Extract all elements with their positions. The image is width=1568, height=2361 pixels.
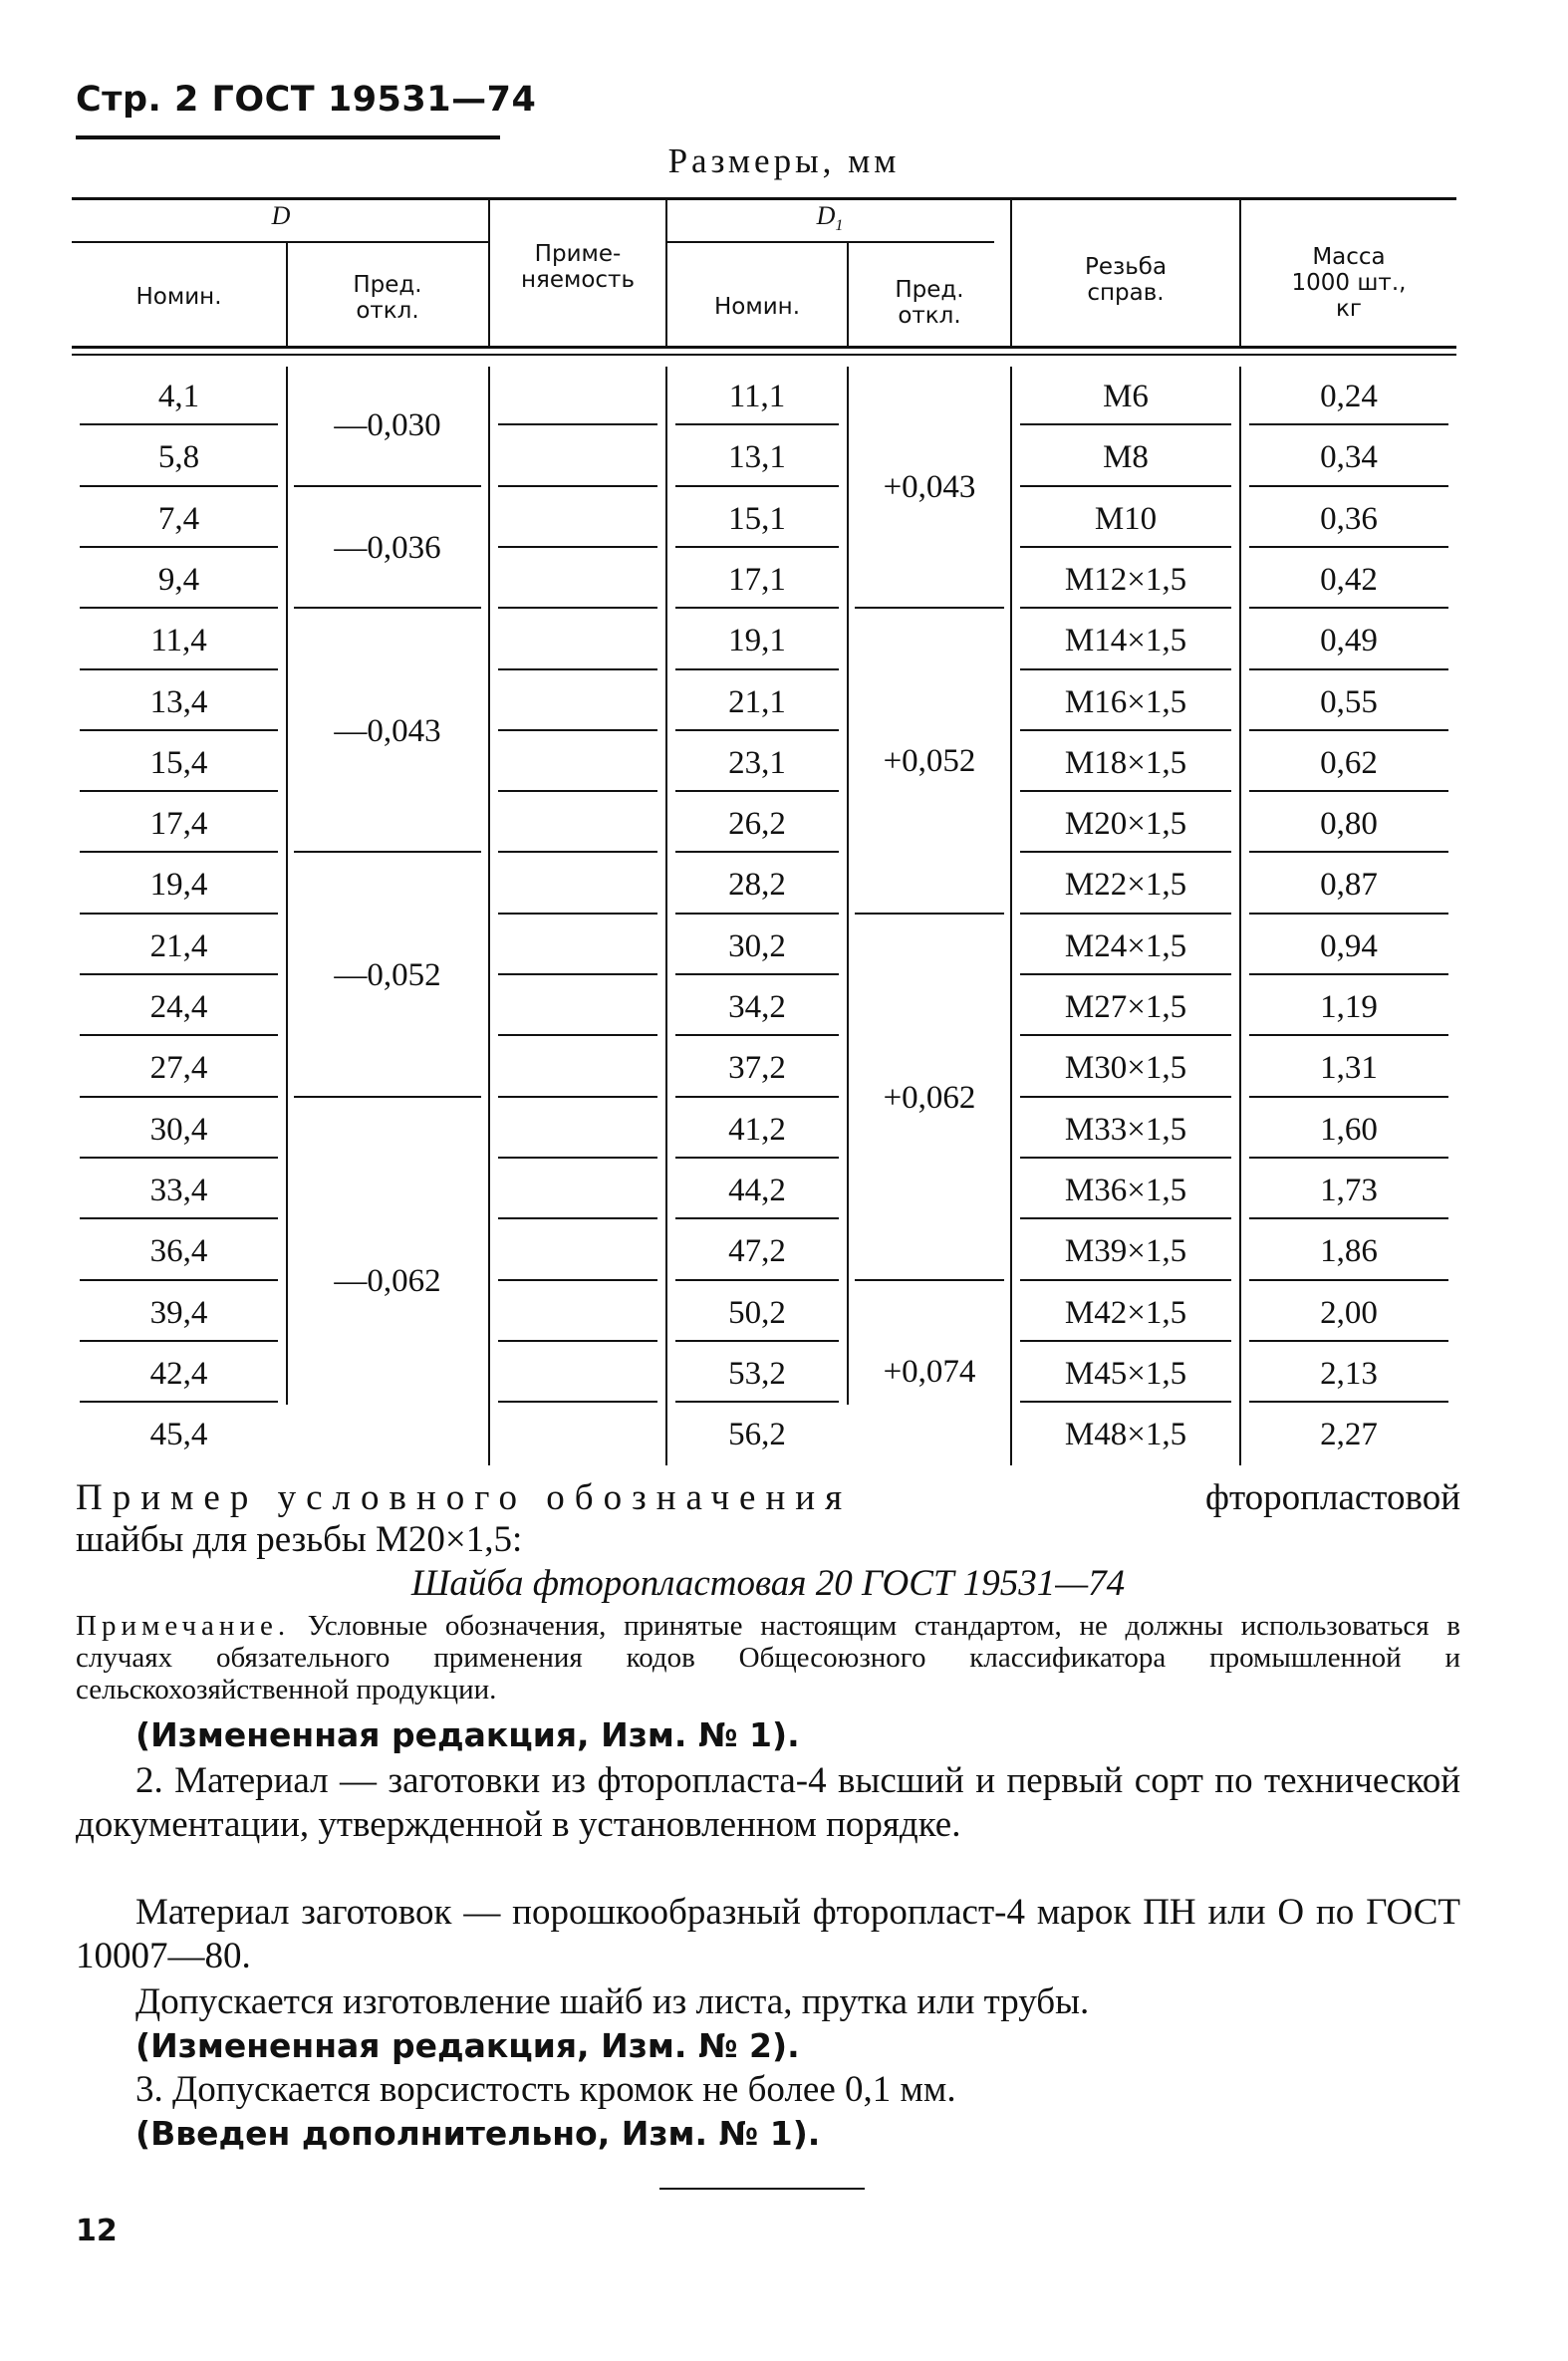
table-cell: 0,62	[1320, 744, 1378, 781]
row-rule	[675, 729, 839, 731]
table-cell: 0,87	[1320, 867, 1378, 904]
table-cell: 23,1	[728, 744, 786, 781]
table-cell: 24,4	[149, 989, 208, 1025]
table-cell: 39,4	[149, 1294, 208, 1331]
row-rule	[675, 851, 839, 853]
table-cell: 30,4	[149, 1111, 208, 1148]
group-rule	[294, 485, 481, 487]
row-rule	[1249, 1401, 1448, 1403]
note	[76, 1610, 1460, 1705]
row-rule	[675, 790, 839, 792]
tolerance-cell: +0,043	[883, 468, 976, 505]
group-rule	[294, 1096, 481, 1098]
tolerance-cell: —0,062	[334, 1262, 441, 1299]
table-caption: Размеры, мм	[667, 141, 901, 180]
header-line: Масса	[1312, 244, 1386, 270]
table-cell: 27,4	[149, 1050, 208, 1087]
table-cell: 2,00	[1320, 1294, 1378, 1331]
row-rule	[80, 913, 278, 915]
header-rezba	[1012, 254, 1239, 306]
table-cell: М39×1,5	[1064, 1233, 1187, 1270]
table-cell: М48×1,5	[1064, 1417, 1187, 1453]
table-cell: 45,4	[149, 1417, 208, 1453]
note-label: Примечание.	[76, 1610, 291, 1642]
row-rule	[1020, 668, 1231, 670]
row-rule	[80, 1034, 278, 1036]
row-rule	[80, 1401, 278, 1403]
table-cell: М33×1,5	[1064, 1111, 1187, 1148]
paragraph-2: 2. Материал — заготовки из фторопласта-4 высший и первый сорт по технической документации, утвержденной в установленном порядке.	[76, 1760, 1460, 1845]
header-d1-base: D	[816, 201, 836, 230]
table-cell: 56,2	[728, 1417, 786, 1453]
paragraph-allowed: Допускается изготовление шайб из листа, прутка или трубы.	[135, 1981, 1090, 2022]
table-cell: 13,1	[728, 439, 786, 476]
row-rule	[1020, 1217, 1231, 1219]
row-rule	[498, 1157, 657, 1159]
header-line: няемость	[520, 267, 636, 293]
table-cell: 0,24	[1320, 379, 1378, 414]
row-rule	[675, 1096, 839, 1098]
table-cell: 19,1	[728, 623, 786, 659]
table-cell: 15,1	[728, 500, 786, 537]
row-rule	[1249, 1096, 1448, 1098]
row-rule	[1249, 1340, 1448, 1342]
header-line: откл.	[898, 303, 961, 329]
header-line: справ.	[1087, 280, 1165, 306]
row-rule	[1249, 913, 1448, 915]
table-cell: М45×1,5	[1064, 1355, 1187, 1392]
row-rule	[498, 1340, 657, 1342]
table-cell: 21,1	[728, 683, 786, 720]
amendment-text: (Введен дополнительно, Изм. № 1).	[135, 2114, 821, 2153]
header-line: Пред.	[353, 272, 422, 298]
header-line: откл.	[356, 298, 419, 324]
row-rule	[80, 546, 278, 548]
tolerance-cell: —0,043	[334, 712, 441, 749]
row-rule	[498, 1096, 657, 1098]
row-rule	[498, 1401, 657, 1403]
header-massa	[1241, 244, 1456, 322]
row-rule	[1249, 546, 1448, 548]
row-rule	[498, 790, 657, 792]
example-line-2: шайбы для резьбы М20×1,5:	[76, 1519, 523, 1560]
header-bottom-rule-2	[72, 354, 1456, 356]
table-cell: 1,86	[1320, 1233, 1378, 1270]
table-cell: 0,94	[1320, 927, 1378, 964]
header-line: Приме-	[534, 241, 622, 267]
row-rule	[498, 607, 657, 609]
row-rule	[1020, 1401, 1231, 1403]
row-rule	[1020, 1157, 1231, 1159]
row-rule	[675, 1034, 839, 1036]
row-rule	[498, 1217, 657, 1219]
table-cell: М16×1,5	[1064, 683, 1187, 720]
table-cell: М30×1,5	[1064, 1050, 1187, 1087]
table-cell: 37,2	[728, 1050, 786, 1087]
header-line: Пред.	[895, 277, 964, 303]
table-cell: 19,4	[149, 867, 208, 904]
row-rule	[1020, 485, 1231, 487]
table-cell: М8	[1103, 439, 1149, 476]
amendment-note-3	[76, 2112, 1460, 2156]
row-rule	[675, 1340, 839, 1342]
paragraph-3: 3. Допускается ворсистость кромок не более 0,1 мм.	[135, 2069, 956, 2110]
group-rule	[855, 913, 1004, 915]
table-cell: 41,2	[728, 1111, 786, 1148]
group-rule	[855, 607, 1004, 609]
row-rule	[675, 913, 839, 915]
row-rule	[80, 851, 278, 853]
row-rule	[498, 1279, 657, 1281]
table-cell: 21,4	[149, 927, 208, 964]
page-number: 12	[76, 2214, 118, 2248]
row-rule	[675, 1401, 839, 1403]
row-rule	[1020, 1279, 1231, 1281]
table-cell: 36,4	[149, 1233, 208, 1270]
tolerance-cell: +0,052	[883, 743, 976, 780]
row-rule	[80, 973, 278, 975]
row-rule	[1020, 607, 1231, 609]
table-cell: 15,4	[149, 744, 208, 781]
row-rule	[1249, 668, 1448, 670]
row-rule	[1020, 729, 1231, 731]
row-rule	[498, 546, 657, 548]
column-divider	[847, 367, 849, 1405]
row-rule	[498, 423, 657, 425]
row-rule	[1249, 1034, 1448, 1036]
dimensions-table	[72, 189, 1456, 1474]
row-rule	[675, 1157, 839, 1159]
header-sub-rule-d1	[665, 241, 994, 243]
row-rule	[1249, 851, 1448, 853]
tolerance-cell: +0,062	[883, 1079, 976, 1116]
header-line: Резьба	[1084, 254, 1168, 280]
row-rule	[1020, 1340, 1231, 1342]
row-rule	[1249, 1279, 1448, 1281]
amendment-note-2	[76, 2024, 1460, 2068]
table-cell: 28,2	[728, 867, 786, 904]
row-rule	[80, 1279, 278, 1281]
row-rule	[675, 668, 839, 670]
table-cell: 50,2	[728, 1294, 786, 1331]
row-rule	[1249, 790, 1448, 792]
table-cell: 44,2	[728, 1172, 786, 1208]
header-d1-nomin: Номин.	[713, 294, 800, 320]
row-rule	[675, 485, 839, 487]
note-body: Условные обозначения, принятые настоящим стандартом, не должны использоваться в случаях обязательного применения кодов Общесоюзного классификатора промышленной и сельскохозяйственной продукции.	[76, 1610, 1460, 1705]
row-rule	[80, 1157, 278, 1159]
tolerance-cell: +0,074	[883, 1354, 976, 1391]
table-cell: 26,2	[728, 806, 786, 843]
row-rule	[498, 668, 657, 670]
row-rule	[498, 973, 657, 975]
table-cell: 34,2	[728, 989, 786, 1025]
row-rule	[1249, 485, 1448, 487]
row-rule	[80, 485, 278, 487]
tolerance-cell: —0,030	[334, 407, 441, 444]
table-cell: 17,4	[149, 806, 208, 843]
example-designation: Шайба фторопластовая 20 ГОСТ 19531—74	[410, 1563, 1126, 1604]
row-rule	[1249, 973, 1448, 975]
table-cell: 5,8	[157, 439, 200, 476]
table-cell: 1,60	[1320, 1111, 1378, 1148]
row-rule	[80, 668, 278, 670]
row-rule	[498, 485, 657, 487]
group-rule	[855, 1279, 1004, 1281]
row-rule	[675, 546, 839, 548]
row-rule	[1249, 1157, 1448, 1159]
table-cell: 30,2	[728, 927, 786, 964]
row-rule	[1020, 1034, 1231, 1036]
row-rule	[498, 913, 657, 915]
table-cell: 17,1	[728, 561, 786, 598]
amendment-text: (Измененная редакция, Изм. № 2).	[135, 2026, 800, 2065]
footer-rule	[659, 2188, 865, 2190]
tolerance-cell: —0,036	[334, 529, 441, 566]
header-d1-pred-otkl	[849, 277, 1010, 329]
group-rule	[294, 607, 481, 609]
group-rule	[294, 851, 481, 853]
table-cell: М12×1,5	[1064, 561, 1187, 598]
table-cell: 13,4	[149, 683, 208, 720]
table-cell: 9,4	[157, 561, 200, 598]
row-rule	[1249, 729, 1448, 731]
paragraph-material: Материал заготовок — порошкообразный фторопласт-4 марок ПН или О по ГОСТ 10007—80.	[76, 1892, 1460, 1976]
amendment-text: (Измененная редакция, Изм. № 1).	[135, 1715, 800, 1754]
table-cell: М22×1,5	[1064, 867, 1187, 904]
column-divider	[488, 367, 490, 1465]
table-cell: М24×1,5	[1064, 927, 1187, 964]
example-line-1	[76, 1476, 1460, 1520]
row-rule	[80, 1217, 278, 1219]
row-rule	[1020, 423, 1231, 425]
header-d1	[665, 203, 994, 239]
row-rule	[80, 607, 278, 609]
header-primen	[490, 241, 665, 293]
table-cell: 0,49	[1320, 623, 1378, 659]
table-cell: 4,1	[157, 379, 200, 414]
table-cell: 42,4	[149, 1355, 208, 1392]
table-cell: 2,27	[1320, 1417, 1378, 1453]
row-rule	[498, 851, 657, 853]
header-line: 1000 шт.,	[1291, 270, 1407, 296]
table-top-rule	[72, 197, 1456, 200]
header-d-nomin: Номин.	[135, 284, 222, 310]
amendment-note-1	[76, 1713, 1460, 1757]
row-rule	[1020, 851, 1231, 853]
row-rule	[1020, 913, 1231, 915]
row-rule	[1249, 607, 1448, 609]
row-rule	[1020, 546, 1231, 548]
page-header: Стр. 2 ГОСТ 19531—74	[76, 80, 537, 120]
row-rule	[675, 607, 839, 609]
table-cell: М42×1,5	[1064, 1294, 1187, 1331]
table-cell: 0,34	[1320, 439, 1378, 476]
header-d1-sub: 1	[835, 217, 844, 235]
header-line: кг	[1336, 296, 1362, 322]
row-rule	[675, 1217, 839, 1219]
header-d: D	[271, 201, 291, 230]
table-cell: 2,13	[1320, 1355, 1378, 1392]
row-rule	[675, 423, 839, 425]
table-cell: 11,4	[150, 623, 207, 659]
example-text-end: фторопластовой	[1205, 1477, 1460, 1518]
table-cell: М10	[1094, 500, 1158, 537]
row-rule	[675, 973, 839, 975]
table-cell: 7,4	[157, 500, 200, 537]
table-cell: 1,73	[1320, 1172, 1378, 1208]
table-cell: 1,19	[1320, 989, 1378, 1025]
row-rule	[1020, 1096, 1231, 1098]
table-cell: 47,2	[728, 1233, 786, 1270]
row-rule	[80, 1096, 278, 1098]
table-cell: 1,31	[1320, 1050, 1378, 1087]
row-rule	[1249, 1217, 1448, 1219]
table-cell: 11,1	[728, 379, 786, 414]
row-rule	[80, 790, 278, 792]
table-cell: М18×1,5	[1064, 744, 1187, 781]
table-cell: 0,80	[1320, 806, 1378, 843]
row-rule	[1020, 973, 1231, 975]
example-text: Пример условного обозначения	[76, 1477, 853, 1518]
header-rule	[76, 135, 500, 139]
tolerance-cell: —0,052	[334, 957, 441, 993]
row-rule	[1249, 423, 1448, 425]
table-cell: 0,36	[1320, 500, 1378, 537]
table-cell: 33,4	[149, 1172, 208, 1208]
column-divider	[286, 367, 288, 1405]
table-cell: М36×1,5	[1064, 1172, 1187, 1208]
header-sub-rule-d	[72, 241, 490, 243]
table-cell: М20×1,5	[1064, 806, 1187, 843]
row-rule	[1020, 790, 1231, 792]
header-bottom-rule	[72, 346, 1456, 349]
table-cell: М14×1,5	[1064, 623, 1187, 659]
table-cell: 0,42	[1320, 561, 1378, 598]
row-rule	[80, 423, 278, 425]
header-d-pred-otkl	[288, 272, 487, 324]
table-cell: М6	[1103, 379, 1149, 414]
row-rule	[80, 729, 278, 731]
table-cell: М27×1,5	[1064, 989, 1187, 1025]
row-rule	[675, 1279, 839, 1281]
row-rule	[498, 729, 657, 731]
table-cell: 0,55	[1320, 683, 1378, 720]
row-rule	[80, 1340, 278, 1342]
table-cell: 53,2	[728, 1355, 786, 1392]
row-rule	[498, 1034, 657, 1036]
